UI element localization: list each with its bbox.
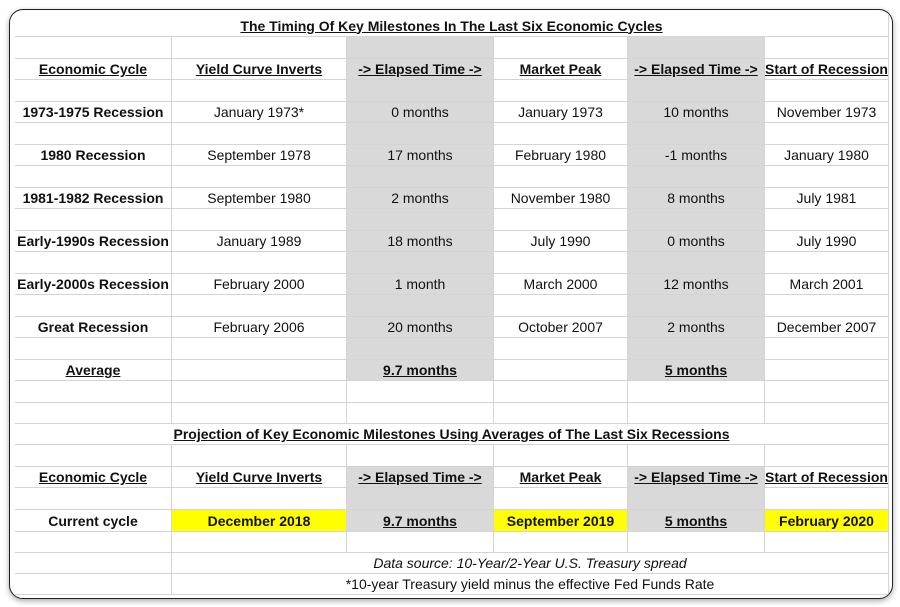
elapsed-to-recession: 12 months <box>628 274 765 295</box>
col-header-elapsed-1: -> Elapsed Time -> <box>347 59 494 80</box>
elapsed-to-recession: 8 months <box>628 188 765 209</box>
table-title: The Timing Of Key Milestones In The Last Six Economic Cycles <box>15 15 889 37</box>
cycle-name: Early-1990s Recession <box>15 231 172 252</box>
col-header-market-peak: Market Peak <box>494 59 628 80</box>
market-peak-date: January 1973 <box>494 102 628 123</box>
footnote: *10-year Treasury yield minus the effective Fed Funds Rate <box>172 574 889 595</box>
col-header-inverts: Yield Curve Inverts <box>172 59 347 80</box>
elapsed-to-peak: 17 months <box>347 145 494 166</box>
spreadsheet <box>15 15 889 595</box>
table-row <box>15 274 889 295</box>
market-peak-date: November 1980 <box>494 188 628 209</box>
projected-market-peak: September 2019 <box>494 510 628 532</box>
recession-start-date: July 1981 <box>765 188 889 209</box>
source-row <box>15 553 889 574</box>
projected-recession-start: February 2020 <box>765 510 889 532</box>
elapsed-to-peak: 18 months <box>347 231 494 252</box>
col-header-elapsed-2: -> Elapsed Time -> <box>628 467 765 488</box>
col-header-recession-start: Start of Recession <box>765 467 889 488</box>
market-peak-date: July 1990 <box>494 231 628 252</box>
elapsed-to-recession: 0 months <box>628 231 765 252</box>
recession-start-date: July 1990 <box>765 231 889 252</box>
cycle-name: 1973-1975 Recession <box>15 102 172 123</box>
elapsed-to-recession: -1 months <box>628 145 765 166</box>
elapsed-to-recession: 2 months <box>628 317 765 338</box>
projection-title: Projection of Key Economic Milestones Using Averages of The Last Six Recessions <box>15 424 889 445</box>
table-row <box>15 145 889 166</box>
market-peak-date: March 2000 <box>494 274 628 295</box>
col-header-inverts: Yield Curve Inverts <box>172 467 347 488</box>
spacer-row <box>15 37 889 59</box>
projected-inversion-date: December 2018 <box>172 510 347 532</box>
recession-start-date: January 1980 <box>765 145 889 166</box>
table-row <box>15 231 889 252</box>
table-row <box>15 317 889 338</box>
inversion-date: September 1978 <box>172 145 347 166</box>
average-row <box>15 360 889 381</box>
average-elapsed-to-recession: 5 months <box>628 360 765 381</box>
table-frame <box>9 9 893 599</box>
inversion-date: January 1989 <box>172 231 347 252</box>
market-peak-date: October 2007 <box>494 317 628 338</box>
table-row <box>15 102 889 123</box>
current-cycle-row <box>15 510 889 532</box>
inversion-date: February 2006 <box>172 317 347 338</box>
col-header-market-peak: Market Peak <box>494 467 628 488</box>
inversion-date: January 1973* <box>172 102 347 123</box>
cycle-name: Great Recession <box>15 317 172 338</box>
average-label: Average <box>15 360 172 381</box>
header-row <box>15 59 889 80</box>
current-cycle-label: Current cycle <box>15 510 172 532</box>
projection-header-row <box>15 467 889 488</box>
title-row <box>15 15 889 37</box>
elapsed-to-peak: 1 month <box>347 274 494 295</box>
elapsed-to-peak: 0 months <box>347 102 494 123</box>
projection-title-row <box>15 424 889 445</box>
elapsed-to-peak: 20 months <box>347 317 494 338</box>
inversion-date: February 2000 <box>172 274 347 295</box>
recession-start-date: November 1973 <box>765 102 889 123</box>
projected-elapsed-to-recession: 5 months <box>628 510 765 532</box>
col-header-cycle: Economic Cycle <box>15 59 172 80</box>
cycle-name: 1980 Recession <box>15 145 172 166</box>
col-header-cycle: Economic Cycle <box>15 467 172 488</box>
col-header-recession-start: Start of Recession <box>765 59 889 80</box>
recession-start-date: December 2007 <box>765 317 889 338</box>
market-peak-date: February 1980 <box>494 145 628 166</box>
cycle-name: 1981-1982 Recession <box>15 188 172 209</box>
data-source-note: Data source: 10-Year/2-Year U.S. Treasury spread <box>172 553 889 574</box>
col-header-elapsed-2: -> Elapsed Time -> <box>628 59 765 80</box>
projected-elapsed-to-peak: 9.7 months <box>347 510 494 532</box>
footnote-row <box>15 574 889 595</box>
table-row <box>15 188 889 209</box>
elapsed-to-peak: 2 months <box>347 188 494 209</box>
average-elapsed-to-peak: 9.7 months <box>347 360 494 381</box>
col-header-elapsed-1: -> Elapsed Time -> <box>347 467 494 488</box>
recession-start-date: March 2001 <box>765 274 889 295</box>
cycle-name: Early-2000s Recession <box>15 274 172 295</box>
inversion-date: September 1980 <box>172 188 347 209</box>
elapsed-to-recession: 10 months <box>628 102 765 123</box>
